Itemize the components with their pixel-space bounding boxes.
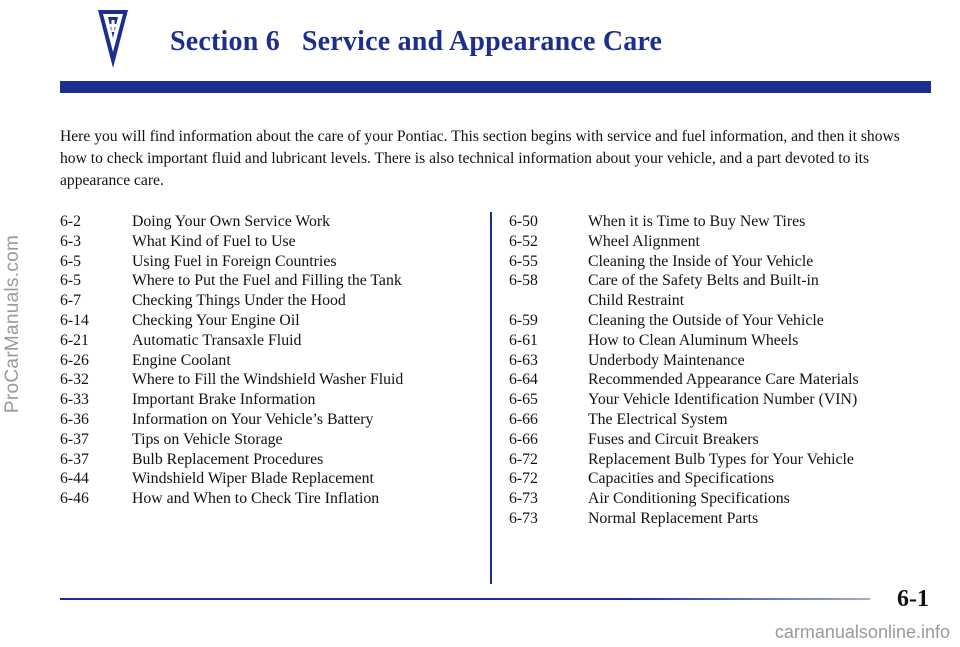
toc-entry	[60, 271, 480, 291]
toc-entry-title: Where to Fill the Windshield Washer Fluid	[132, 371, 404, 389]
toc-entry-title: Wheel Alignment	[588, 232, 700, 250]
side-watermark-text: ProCarManuals.com	[2, 234, 23, 413]
toc-entry	[60, 212, 480, 232]
toc-entry	[509, 212, 939, 232]
column-divider	[490, 212, 492, 584]
toc-page-number: 6-36	[60, 410, 89, 428]
page-title	[170, 26, 662, 58]
toc-entry-title: What Kind of Fuel to Use	[132, 232, 296, 250]
toc-page-number: 6-72	[509, 450, 538, 468]
toc-entry-title: Checking Things Under the Hood	[132, 292, 346, 310]
toc-page-number: 6-65	[509, 391, 538, 409]
toc-entry-title: Replacement Bulb Types for Your Vehicle	[588, 450, 854, 468]
toc-entry	[509, 390, 939, 410]
toc-entry-title: Checking Your Engine Oil	[132, 311, 300, 329]
toc-page-number: 6-37	[60, 430, 89, 448]
toc-page-number: 6-33	[60, 391, 89, 409]
toc-page-number: 6-46	[60, 490, 89, 508]
toc-entry	[60, 232, 480, 252]
toc-entry-title: Recommended Appearance Care Materials	[588, 371, 859, 389]
toc-page-number: 6-7	[60, 292, 82, 310]
toc-entry-title: Where to Put the Fuel and Filling the Tank	[132, 272, 402, 290]
toc-entry	[60, 311, 480, 331]
pontiac-arrowhead-icon	[97, 8, 129, 70]
toc-entry-title: Child Restraint	[588, 292, 685, 310]
toc-entry	[509, 430, 939, 450]
toc-entry-title: Air Conditioning Specifications	[588, 490, 790, 508]
toc-entry-title: Using Fuel in Foreign Countries	[132, 252, 337, 270]
toc-page-number: 6-61	[509, 331, 538, 349]
toc-page-number: 6-26	[60, 351, 89, 369]
toc-entry-title: How to Clean Aluminum Wheels	[588, 331, 799, 349]
toc-page-number: 6-32	[60, 371, 89, 389]
toc-entry	[60, 410, 480, 430]
section-title-text: Service and Appearance Care	[301, 26, 663, 57]
toc-entry-title: Cleaning the Outside of Your Vehicle	[588, 311, 824, 329]
bottom-watermark: carmanualsonline.info	[774, 622, 950, 642]
toc-entry	[509, 291, 939, 311]
toc-page-number: 6-63	[509, 351, 538, 369]
toc-entry-title: Engine Coolant	[132, 351, 231, 369]
toc-entry-title: Windshield Wiper Blade Replacement	[132, 470, 374, 488]
toc-entry	[60, 370, 480, 390]
toc-page-number: 6-5	[60, 272, 82, 290]
toc-entry-title: Bulb Replacement Procedures	[132, 450, 324, 468]
toc-entry	[509, 311, 939, 331]
toc-entry	[509, 509, 939, 529]
toc-entry	[509, 410, 939, 430]
toc-entry-title: Information on Your Vehicle’s Battery	[132, 410, 374, 428]
toc-page-number: 6-21	[60, 331, 89, 349]
toc-entry	[60, 390, 480, 410]
toc-page-number: 6-73	[509, 490, 538, 508]
section-label: Section 6	[170, 26, 280, 57]
toc-entry-title: Fuses and Circuit Breakers	[588, 430, 759, 448]
toc-entry	[509, 351, 939, 371]
toc-entry-title: Care of the Safety Belts and Built-in	[588, 272, 819, 290]
page-number: 6-1	[897, 586, 929, 612]
intro-paragraph: Here you will find information about the care of your Pontiac. This section begins with service and fuel information, and then it shows how to check important fluid and lubricant levels. There is also technical information about your vehicle, and a part devoted to its appearance care.	[60, 128, 900, 189]
side-watermark	[0, 0, 30, 647]
toc-page-number: 6-37	[60, 450, 89, 468]
toc-entry	[509, 450, 939, 470]
toc-entry-title: Doing Your Own Service Work	[132, 213, 331, 230]
toc-page-number: 6-14	[60, 311, 89, 329]
toc-entry	[60, 450, 480, 470]
title-bar-divider	[60, 81, 931, 93]
toc-entry	[60, 430, 480, 450]
toc-entry	[509, 232, 939, 252]
toc-entry-title: Normal Replacement Parts	[588, 509, 759, 527]
toc-page-number: 6-58	[509, 272, 538, 290]
toc-entry-title: How and When to Check Tire Inflation	[132, 490, 380, 508]
toc-entry-title: Automatic Transaxle Fluid	[132, 331, 302, 349]
toc-entry-title: Important Brake Information	[132, 391, 316, 409]
footer-rule	[60, 598, 870, 600]
toc-entry	[60, 489, 480, 509]
toc-entry-title: Capacities and Specifications	[588, 470, 774, 488]
toc-page-number: 6-72	[509, 470, 538, 488]
toc-entry	[509, 370, 939, 390]
toc-entry	[509, 489, 939, 509]
toc-right-column	[509, 212, 939, 529]
toc-entry-title: Your Vehicle Identification Number (VIN)	[588, 391, 858, 409]
toc-page-number: 6-52	[509, 232, 538, 250]
toc-entry	[60, 252, 480, 272]
toc-page-number	[509, 291, 588, 311]
toc-entry	[509, 271, 939, 291]
toc-page-number: 6-3	[60, 232, 82, 250]
toc-entry	[60, 469, 480, 489]
toc-page-number: 6-5	[60, 252, 82, 270]
toc-page-number: 6-66	[509, 430, 538, 448]
toc-entry-title: Cleaning the Inside of Your Vehicle	[588, 252, 814, 270]
toc-page-number: 6-59	[509, 311, 538, 329]
toc-page-number: 6-2	[60, 213, 82, 230]
toc-page-number: 6-64	[509, 371, 538, 389]
toc-entry	[60, 331, 480, 351]
toc-page-number: 6-44	[60, 470, 89, 488]
toc-page-number: 6-66	[509, 410, 538, 428]
toc-page-number: 6-55	[509, 252, 538, 270]
toc-page-number: 6-50	[509, 213, 538, 230]
toc-entry	[509, 252, 939, 272]
toc-entry	[509, 469, 939, 489]
toc-entry-title: Underbody Maintenance	[588, 351, 745, 369]
toc-entry	[509, 331, 939, 351]
toc-entry-title: Tips on Vehicle Storage	[132, 430, 283, 448]
toc-entry-title: When it is Time to Buy New Tires	[588, 213, 806, 230]
toc-entry	[60, 351, 480, 371]
toc-entry-title: The Electrical System	[588, 410, 728, 428]
toc-entry	[60, 291, 480, 311]
toc-left-column	[60, 212, 480, 509]
toc-page-number: 6-73	[509, 509, 538, 527]
